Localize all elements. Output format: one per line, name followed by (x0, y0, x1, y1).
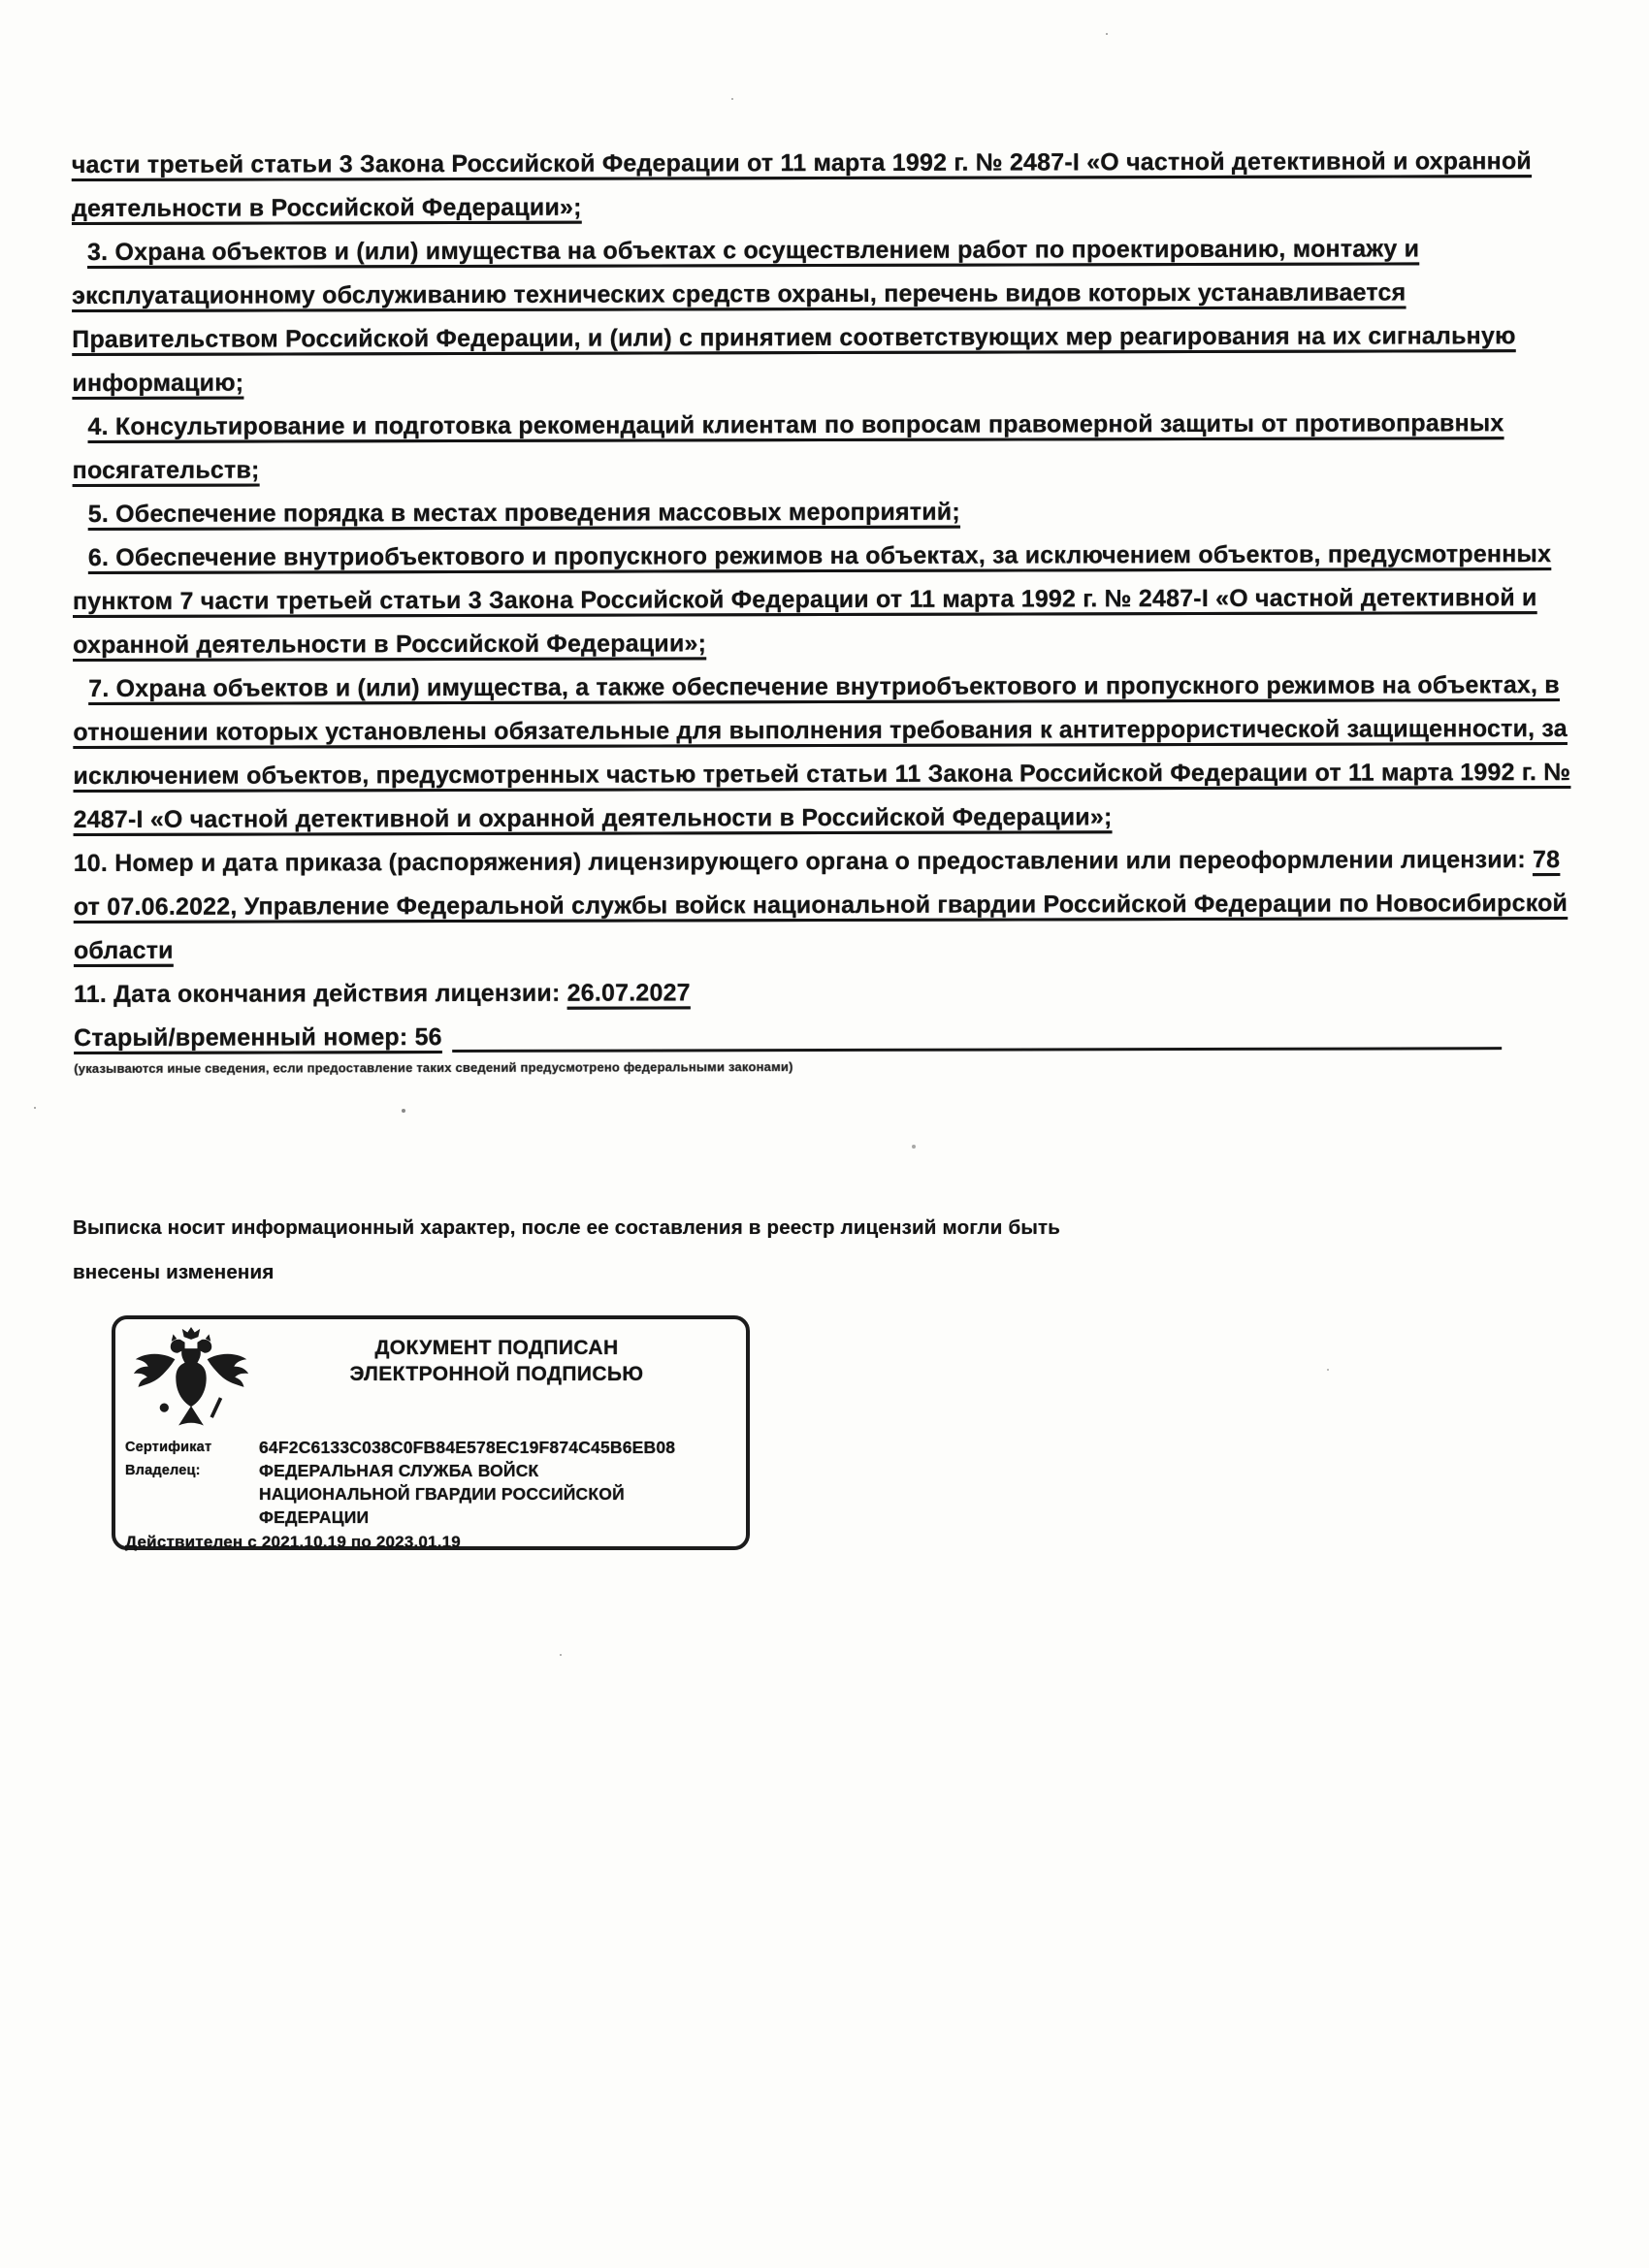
electronic-signature-stamp (112, 1315, 750, 1550)
legal-intro-text: части третьей статьи 3 Закона Российской Федерации от 11 марта 1992 г. № 2487-I «О частной детективной и охранной деятельности в Российской Федерации»; (71, 147, 1533, 223)
license-text-block (72, 140, 1588, 1077)
item-11-label: 11. Дата окончания действия лицензии: (74, 979, 567, 1009)
disclaimer-text: Выписка носит информационный характер, после ее составления в реестр лицензий могли быть внесены изменения (73, 1215, 1061, 1283)
validity-period: Действителен с 2021.10.19 по 2023.01.19 (125, 1533, 461, 1551)
scan-noise-speck (402, 1109, 405, 1113)
item-11-value: 26.07.2027 (566, 979, 691, 1007)
owner-value: ФЕДЕРАЛЬНАЯ СЛУЖБА ВОЙСК НАЦИОНАЛЬНОЙ ГВАРДИИ РОССИЙСКОЙ ФЕДЕРАЦИИ (259, 1461, 625, 1527)
certificate-value: 64F2C6133C038C0FB84E578EC19F874C45B6EB08 (259, 1438, 676, 1457)
owner-row (125, 1459, 738, 1529)
old-number-text: Старый/временный номер: 56 (74, 1023, 442, 1053)
license-item-7: 7. Охрана объектов и (или) имущества, а также обеспечение внутриобъектового и пропускного режимов на объектах, в отношении которых установлены обязательные для выполнения требования к антитеррористической защищенности, за исключением объектов, предусмотренных частью третьей статьи 11 Закона Российской Федерации от 11 марта 1992 г. № 2487-I «О частной детективной и охранной деятельности в Российской Федерации»; (73, 671, 1571, 834)
russian-coat-of-arms-icon (127, 1327, 255, 1443)
certificate-row (125, 1436, 738, 1459)
license-item-11 (74, 969, 1587, 1017)
license-item-3: 3. Охрана объектов и (или) имущества на объектах с осуществлением работ по проектированию, монтажу и эксплуатационному обслуживанию технических средств охраны, перечень видов которых устанавливается Правительством Российской Федерации, и (или) с принятием соответствующих мер реагирования на их сигнальную информацию; (72, 235, 1516, 398)
certificate-label: Сертификат (125, 1440, 212, 1455)
license-item-4: 4. Консультирование и подготовка рекомендаций клиентам по вопросам правомерной защиты от противоправных посягательств; (72, 409, 1504, 485)
stamp-details (125, 1436, 738, 1554)
item-10-value: 78 от 07.06.2022, Управление Федеральной службы войск национальной гвардии Российской Федерации по Новосибирской области (73, 846, 1568, 965)
stamp-title-line-2: ЭЛЕКТРОННОЙ ПОДПИСЬЮ (349, 1363, 644, 1385)
footnote-text: (указываются иные сведения, если предоставление таких сведений предусмотрено федеральными законами) (74, 1059, 793, 1077)
owner-label: Владелец: (125, 1463, 201, 1478)
license-item-5: 5. Обеспечение порядка в местах проведения массовых мероприятий; (87, 498, 960, 529)
license-item-6: 6. Обеспечение внутриобъектового и пропускного режимов на объектах, за исключением объектов, предусмотренных пунктом 7 части третьей статьи 3 Закона Российской Федерации от 11 марта 1992 г. № 2487-I «О частной детективной и охранной деятельности в Российской Федерации»; (72, 540, 1552, 660)
stamp-title (261, 1335, 732, 1387)
old-number-line (74, 1013, 1587, 1060)
item-10-label: 10. Номер и дата приказа (распоряжения) лицензирующего органа о предоставлении или переоформлении лицензии: (73, 846, 1534, 878)
stamp-title-line-1: ДОКУМЕНТ ПОДПИСАН (374, 1337, 619, 1359)
license-item-10 (74, 838, 1587, 973)
blank-fill-line (452, 1047, 1502, 1053)
